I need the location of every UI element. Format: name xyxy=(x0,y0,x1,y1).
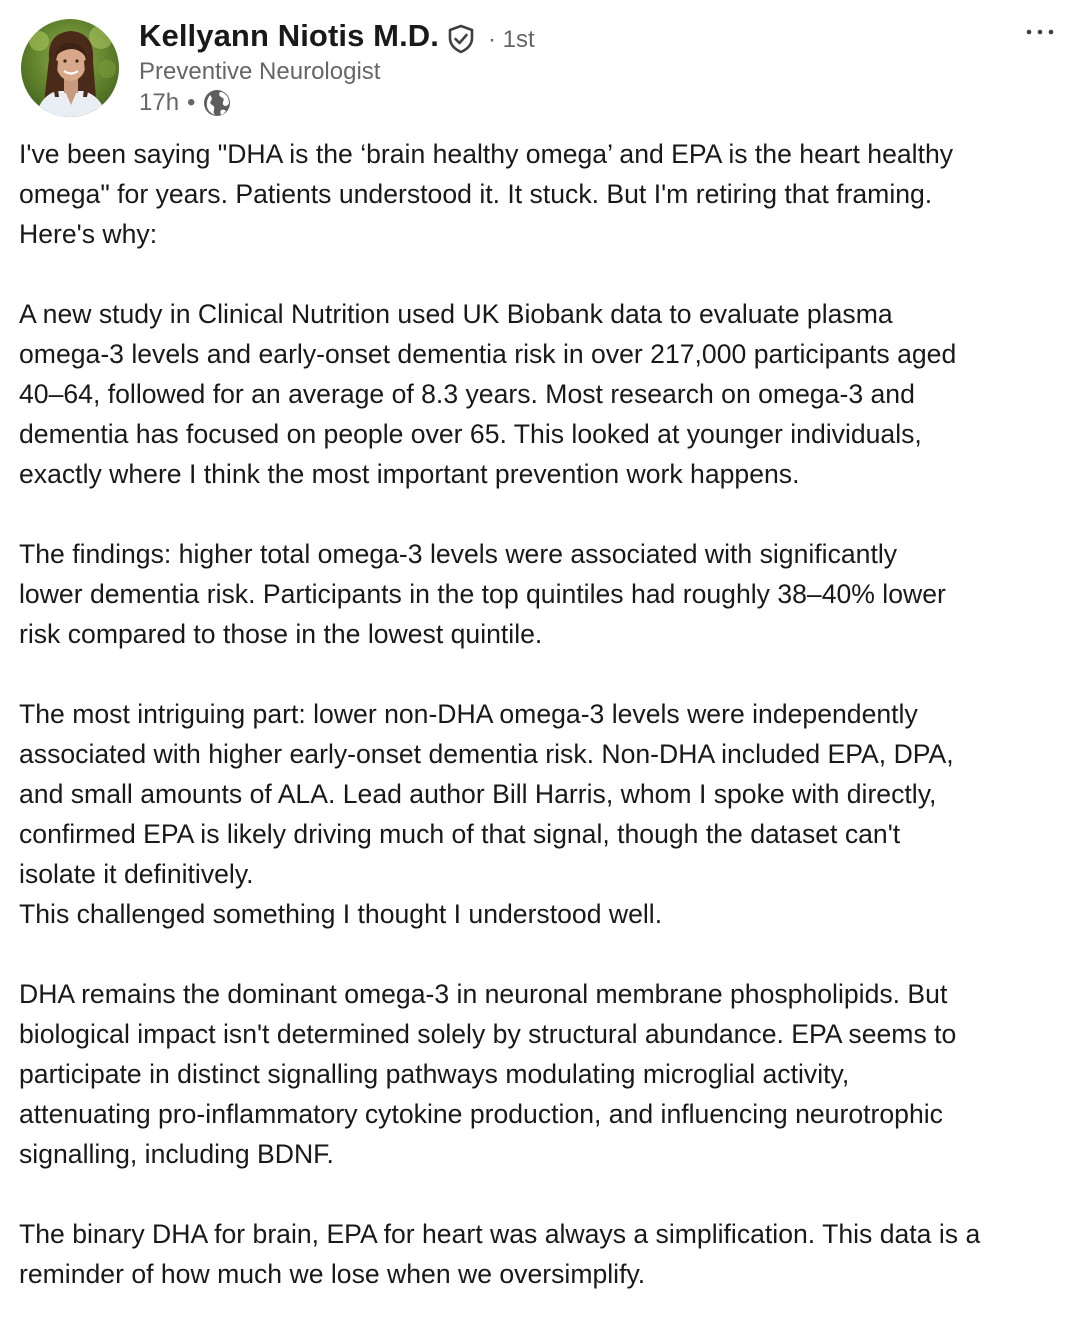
text-line: The binary DHA for brain, EPA for heart was always a simplification. This data is a xyxy=(19,1219,981,1249)
text-line: Here's why: xyxy=(19,219,158,249)
text-line: biological impact isn't determined solely by structural abundance. EPA seems to xyxy=(19,1019,957,1049)
text-line: associated with higher early-onset dementia risk. Non-DHA included EPA, DPA, xyxy=(19,739,954,769)
post-body xyxy=(19,134,1081,1294)
text-line: omega" for years. Patients understood it. It stuck. But I'm retiring that framing. xyxy=(19,179,933,209)
post-paragraph xyxy=(19,974,1081,1174)
meta-separator: • xyxy=(187,89,196,116)
verified-shield-icon xyxy=(446,24,476,54)
post-paragraph xyxy=(19,694,1081,934)
connection-degree: · 1st xyxy=(488,26,535,53)
post-paragraph xyxy=(19,1214,1081,1294)
text-line: risk compared to those in the lowest quintile. xyxy=(19,619,543,649)
text-line: I've been saying "DHA is the ‘brain healthy omega’ and EPA is the heart healthy xyxy=(19,139,954,169)
text-line: The most intriguing part: lower non-DHA omega-3 levels were independently xyxy=(19,699,918,729)
text-line: signalling, including BDNF. xyxy=(19,1139,334,1169)
text-line: reminder of how much we lose when we oversimplify. xyxy=(19,1259,646,1289)
text-line: lower dementia risk. Participants in the top quintiles had roughly 38–40% lower xyxy=(19,579,946,609)
text-line: participate in distinct signalling pathways modulating microglial activity, xyxy=(19,1059,850,1089)
text-line: This challenged something I thought I understood well. xyxy=(19,899,663,929)
avatar-photo xyxy=(21,19,119,117)
text-line: and small amounts of ALA. Lead author Bill Harris, whom I spoke with directly, xyxy=(19,779,937,809)
post-options-button[interactable] xyxy=(1020,18,1060,46)
text-line: isolate it definitively. xyxy=(19,859,254,889)
author-name[interactable]: Kellyann Niotis M.D. xyxy=(139,18,439,53)
more-options-icon xyxy=(1020,18,1060,46)
post-paragraph xyxy=(19,134,1081,254)
author-headline: Preventive Neurologist xyxy=(139,58,381,85)
post-paragraph xyxy=(19,534,1081,654)
text-line: DHA remains the dominant omega-3 in neuronal membrane phospholipids. But xyxy=(19,979,948,1009)
post-paragraph xyxy=(19,294,1081,494)
text-line: A new study in Clinical Nutrition used UK Biobank data to evaluate plasma xyxy=(19,299,893,329)
text-line: attenuating pro-inflammatory cytokine production, and influencing neurotrophic xyxy=(19,1099,943,1129)
post-timestamp[interactable]: 17h xyxy=(139,89,180,116)
post-meta xyxy=(139,89,231,117)
text-line: dementia has focused on people over 65. This looked at younger individuals, xyxy=(19,419,922,449)
text-line: The findings: higher total omega-3 levels were associated with significantly xyxy=(19,539,898,569)
author-avatar[interactable] xyxy=(21,19,119,117)
text-line: confirmed EPA is likely driving much of that signal, though the dataset can't xyxy=(19,819,901,849)
globe-icon xyxy=(203,89,231,117)
text-line: omega-3 levels and early-onset dementia risk in over 217,000 participants aged xyxy=(19,339,957,369)
text-line: 40–64, followed for an average of 8.3 years. Most research on omega-3 and xyxy=(19,379,915,409)
text-line: exactly where I think the most important prevention work happens. xyxy=(19,459,800,489)
